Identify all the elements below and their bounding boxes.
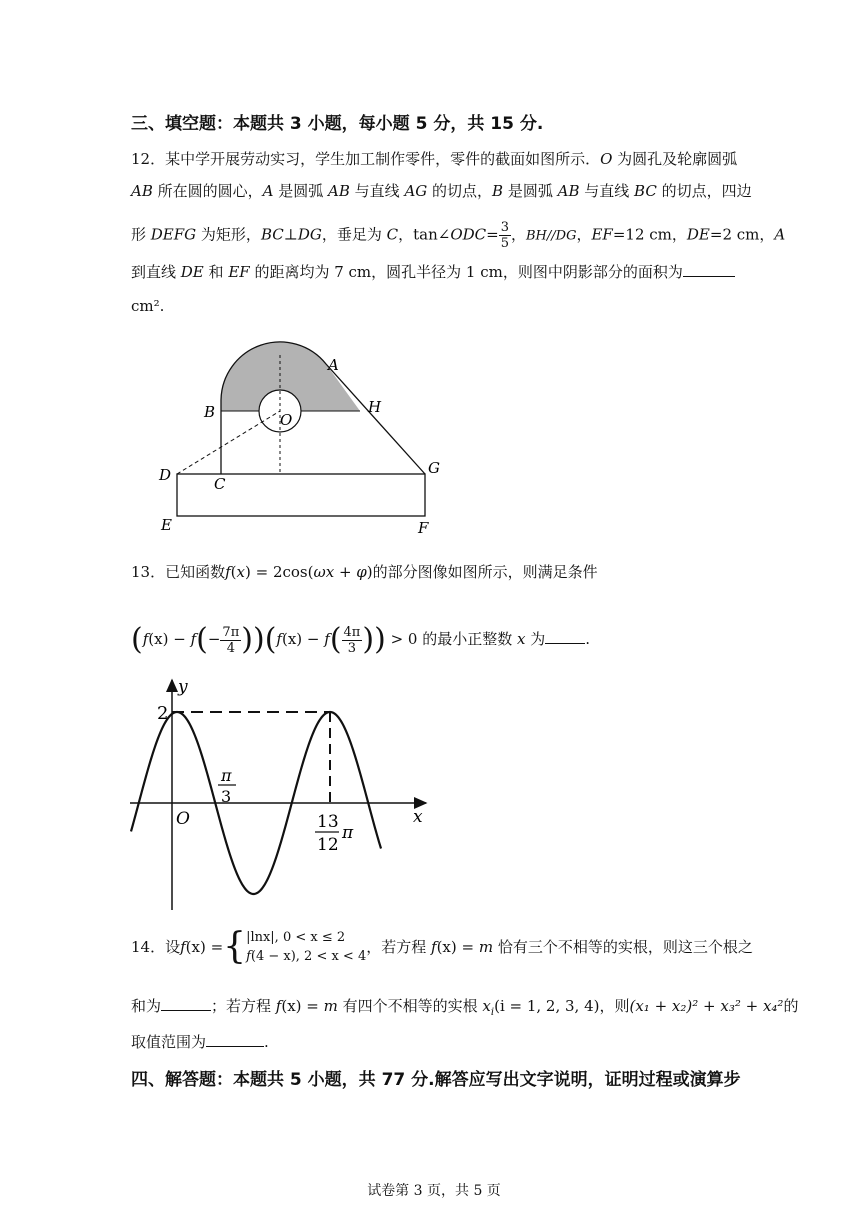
numerator: 7π (222, 624, 240, 640)
q13-text: 为 (525, 630, 546, 648)
q12-var: C (386, 225, 399, 244)
q12-text: 与直线 (349, 182, 405, 200)
q13-text: ) (366, 563, 373, 581)
q12-text: 和 (203, 263, 229, 281)
q12-line-4 (131, 262, 735, 282)
label-pi: π (221, 766, 232, 785)
q14-text: (4 − x), 2 < x < 4 (250, 949, 367, 964)
label-E: E (161, 516, 172, 534)
fraction-7pi-4 (220, 625, 241, 656)
q13-var: f (276, 630, 282, 648)
q12-text: 与直线 (579, 182, 635, 200)
q14-var: f (275, 997, 282, 1015)
section-4-heading: 四、解答题：本题共 5 小题，共 77 分.解答应写出文字说明，证明过程或演算步 (131, 1070, 741, 1090)
denominator: 4 (226, 640, 235, 656)
q13-text: (x) − (281, 630, 325, 648)
q12-var: O (600, 150, 613, 168)
piecewise-cases (246, 928, 366, 966)
q14-var: f (431, 938, 437, 956)
q12-text: ，tan∠ (398, 225, 451, 244)
answer-blank[interactable] (683, 262, 735, 277)
q12-var: AG (404, 182, 428, 200)
q13-condition: (f(x) − f(− $\frac{7\pi}{4}$ ))(f(x) − f( $\frac{4\pi}{3}$ )) > 0 的最小正整数 x 为 . (131, 622, 591, 657)
q14-var: x (482, 997, 491, 1015)
label-B: B (204, 403, 216, 421)
q13-text: 13．已知函数 (131, 563, 226, 581)
q13-text: > 0 (385, 630, 418, 648)
q12-var: A (774, 225, 786, 244)
q14-line-1 (131, 928, 753, 968)
q14-var: f (246, 949, 251, 964)
q12-var: AB (328, 182, 350, 200)
q12-var: BH//DG (526, 228, 577, 244)
fraction-4pi-3 (342, 625, 363, 656)
q14-text: ，若方程 (366, 938, 432, 956)
page-footer: 试卷第 3 页，共 5 页 (367, 1183, 501, 1199)
q13-text: − (207, 630, 221, 648)
numerator: 3 (500, 220, 509, 235)
q12-var: EF (591, 225, 613, 244)
fraction-3-5 (499, 220, 511, 251)
q12-var: B (492, 182, 504, 200)
q14-var: m (478, 938, 494, 956)
q13-var: f (225, 563, 231, 581)
q14-text: 的 (783, 997, 799, 1015)
q12-line-5: cm². (131, 297, 165, 315)
label-2: 2 (157, 703, 169, 724)
q14-text: ，则 (599, 997, 630, 1015)
q14-text: 恰有三个不相等的实根，则这三个根之 (493, 938, 753, 956)
figure-13-graph (128, 672, 438, 918)
q12-text: =2 cm， (709, 225, 775, 244)
q13-text: ( (230, 563, 237, 581)
answer-blank-1[interactable] (161, 996, 211, 1011)
q13-text: ) = 2cos( (244, 563, 314, 581)
q12-text: 形 (131, 225, 151, 244)
q12-text: 所在圆的圆心， (152, 182, 263, 200)
label-A: A (328, 356, 339, 374)
q12-var: DEFG (150, 225, 197, 244)
q14-text: ；若方程 (211, 997, 276, 1015)
q12-text: ， (510, 225, 526, 244)
denominator: 5 (500, 236, 509, 251)
q14-text: 有四个不相等的实根 (337, 997, 483, 1015)
q12-var: BC (634, 182, 657, 200)
label-y: y (178, 677, 188, 697)
q14-text: (i = 1, 2, 3, 4) (494, 997, 600, 1015)
q12-text: 为圆孔及轮廓圆弧 (612, 150, 738, 168)
numerator: 4π (343, 624, 361, 640)
label-F: F (418, 519, 429, 537)
q13-line-1 (131, 562, 598, 582)
q12-text: 是圆弧 (503, 182, 558, 200)
q12-text: = (486, 225, 499, 244)
q13-text: + (334, 563, 357, 581)
label-x: x (413, 807, 423, 827)
q13-var: f (190, 630, 197, 648)
denominator: 3 (347, 640, 357, 656)
q13-text: . (585, 630, 591, 648)
q14-text: 14．设 (131, 938, 181, 956)
q14-expression: (x₁ + x₂)² + x₃² + x₄² (629, 997, 784, 1015)
label-H: H (368, 398, 382, 416)
q12-var: AB (557, 182, 580, 200)
q14-text: 取值范围为 (131, 1033, 207, 1051)
q13-text: 的最小正整数 (417, 630, 517, 648)
label-3: 3 (221, 787, 232, 806)
q14-text: . (264, 1033, 269, 1051)
piecewise-brace: { (223, 926, 247, 967)
label-D: D (159, 466, 172, 484)
case-2 (246, 947, 366, 966)
answer-blank[interactable] (545, 629, 585, 644)
section-3-heading: 三、填空题：本题共 3 小题，每小题 5 分，共 15 分. (131, 114, 544, 134)
figure-12-diagram (150, 340, 450, 540)
case-1: |lnx|, 0 < x ≤ 2 (246, 930, 346, 945)
q13-var: ωx (313, 563, 335, 581)
q12-var: AB (131, 182, 153, 200)
q12-text: 的切点， (427, 182, 493, 200)
label-12: 12 (317, 835, 339, 855)
label-G: G (428, 459, 440, 477)
q13-var: φ (356, 563, 367, 581)
q12-text: 是圆弧 (273, 182, 329, 200)
q12-var: DE (180, 263, 204, 281)
q14-text: (x) = (436, 938, 479, 956)
q12-line-1 (131, 149, 737, 169)
q13-var: f (324, 630, 330, 648)
q12-text: 的切点，四边 (656, 182, 752, 200)
q12-line-2 (131, 181, 752, 201)
q14-text: 和为 (131, 997, 162, 1015)
q12-text: 为矩形， (196, 225, 261, 244)
q12-text: 到直线 (131, 263, 181, 281)
q13-var: x (236, 563, 245, 581)
q14-text: (x) = (185, 938, 224, 956)
q13-var: x (517, 630, 526, 648)
q12-text: ， (576, 225, 592, 244)
q12-text: 12．某中学开展劳动实习，学生加工制作零件，零件的截面如图所示． (131, 150, 601, 168)
q14-line-3 (131, 1032, 269, 1052)
q12-text: =12 cm， (612, 225, 687, 244)
q12-var: A (262, 182, 274, 200)
q12-line-3 (131, 220, 785, 251)
label-pi-2: π (342, 823, 354, 843)
q13-text: (x) − (148, 630, 191, 648)
q12-text: 的距离均为 7 cm，圆孔半径为 1 cm，则图中阴影部分的面积为 (249, 263, 683, 281)
label-C: C (214, 475, 226, 493)
q14-line-2 (131, 996, 798, 1023)
q12-var: DE (686, 225, 710, 244)
label-O: O (280, 411, 293, 429)
q14-var: i (490, 1007, 495, 1018)
q14-var: m (323, 997, 338, 1015)
q14-var: f (180, 938, 186, 956)
q12-var: EF (228, 263, 250, 281)
q13-var: f (142, 630, 149, 648)
q12-var: BC⊥DG (260, 225, 322, 244)
answer-blank-2[interactable] (206, 1032, 264, 1047)
q13-text: 的部分图像如图所示，则满足条件 (372, 563, 598, 581)
label-O: O (176, 809, 190, 829)
q12-text: ，垂足为 (321, 225, 387, 244)
q12-var: ODC (450, 225, 487, 244)
q14-text: (x) = (281, 997, 324, 1015)
label-13: 13 (317, 812, 339, 832)
